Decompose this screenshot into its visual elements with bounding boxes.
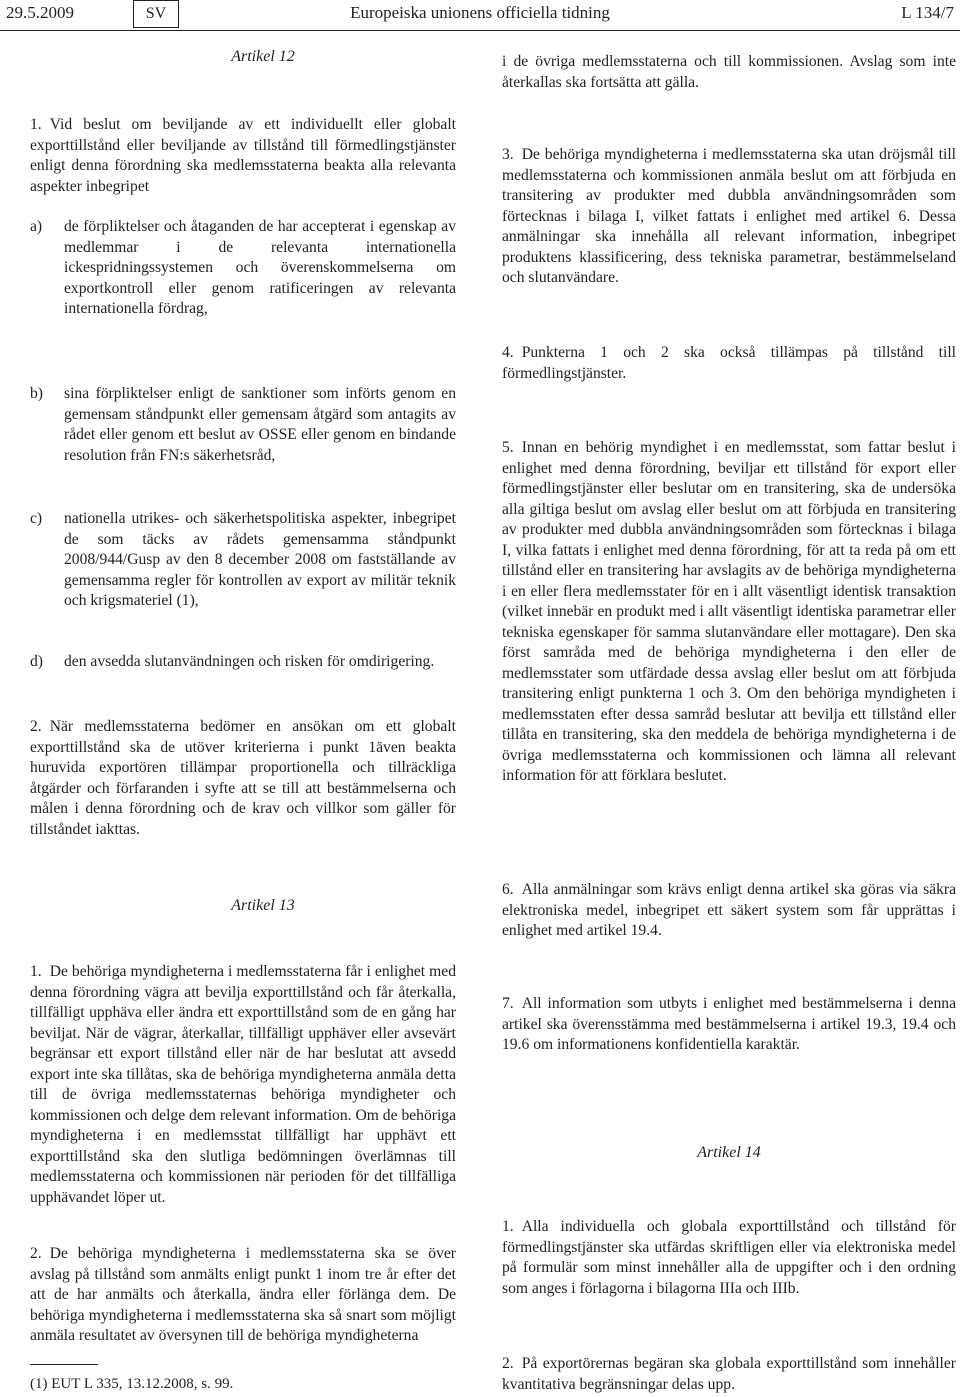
paragraph-number: 1. (30, 116, 42, 133)
paragraph-number: 7. (502, 995, 514, 1012)
art13-paragraph-6 (502, 880, 956, 942)
paragraph-number: 1. (502, 1218, 514, 1235)
list-item-label: c) (30, 510, 43, 527)
paragraph-text: De behöriga myndigheterna i medlemsstaterna får i enlighet med denna förordning vägra att bevilja exporttillstånd och får återkalla, tillfälligt upphäva eller ändra ett exporttillstånd som de en gång har beviljat. När de vägrar, återkallar, tillfälligt upphäver eller avsevärt begränsar ett export tillstånd eller när de har beslutat att avsedd export inte ska tillåtas, ska de behöriga myndigheterna anmäla detta till de övriga medlemsstaternas behöriga myndigheter och kommissionen och delge dem relevant information. Om de behöriga myndigheterna i en medlemsstat tillfälligt har upphävt ett exporttillstånd ska den slutliga bedömningen överlämnas till medlemsstaterna och kommissionen när perioden för det tillfälliga upphävandet löper ut. (30, 963, 456, 1206)
paragraph-number: 5. (502, 439, 514, 456)
paragraph-number: 4. (502, 344, 514, 361)
list-item-text: de förpliktelser och åtaganden de har accepterat i egenskap av medlemmar i de relevanta internationella ickespridningssystemen och överenskommelserna om exportkontroll eller genom ratificeringen av relevanta internationella fördrag, (64, 218, 456, 317)
list-item-label: d) (30, 653, 43, 670)
header-rule (0, 30, 960, 31)
article-12-heading: Artikel 12 (231, 48, 295, 65)
art12-paragraph-2 (30, 717, 456, 840)
art13-paragraph-2 (30, 1244, 456, 1347)
paragraph-number: 2. (30, 718, 42, 735)
art13-paragraph-4 (502, 343, 956, 384)
art12-paragraph-1 (30, 115, 456, 197)
paragraph-text: Alla individuella och globala exporttillstånd och tillstånd för förmedlingstjänster ska utfärdas skriftligen eller via elektroniska medel på formulär som minst innehåller alla de uppgifter och i den ordning som anges i förlagorna i bilagorna IIIa och IIIb. (502, 1218, 956, 1297)
paragraph-text: Innan en behörig myndighet i en medlemsstat, som fattar beslut i enlighet med denna förordning, beviljar ett tillstånd för export eller förmedlingstjänster eller beslutar om en transitering, ska de undersöka alla giltiga beslut om avslag eller beslut om att förbjuda en transitering av produkter med dubbla användningsområden som förtecknas i bilaga I, vilka fattats i enlighet med denna förordning, för att ta reda på om ett tillstånd eller en transitering har avslagits av de behöriga myndigheterna i en eller flera medlemsstater för en i allt väsentligt identisk transaktion (vilket innebär en produkt med i allt väsentligt identiska parametrar eller tekniska egenskaper för samma slutanvändare eller mottagare). Den ska först samråda med de behöriga myndigheterna i den eller de medlemsstater som utfärdade dessa avslag eller beslut om att förbjuda transitering enligt punkterna 1 och 3. Om den behöriga myndigheten i medlemsstaten efter dessa samråd beslutar att bevilja ett tillstånd eller tillåta en transitering, ska den meddela de behöriga myndigheterna i de övriga medlemsstaterna och kommissionen och lämna all relevant information för att förklara beslutet. (502, 439, 956, 784)
paragraph-text: De behöriga myndigheterna i medlemsstaterna ska se över avslag på tillstånd som anmälts enligt punkt 1 inom tre år efter det att de har anmälts och återkalla, ändra eller förlänga dem. De behöriga myndigheterna i medlemsstaterna ska så snart som möjligt anmäla resultatet av översynen till de behöriga myndigheterna (30, 1245, 456, 1344)
footnote-rule (30, 1364, 98, 1365)
paragraph-number: 2. (30, 1245, 42, 1262)
footnote: (1) EUT L 335, 13.12.2008, s. 99. (30, 1376, 234, 1392)
paragraph-text: Alla anmälningar som krävs enligt denna artikel ska göras via säkra elektroniska medel, inbegripet ett säkert system som får upprättas i enlighet med artikel 19.4. (502, 881, 956, 939)
page-header (0, 0, 960, 32)
art14-paragraph-2 (502, 1354, 956, 1395)
paragraph-text: På exportörernas begäran ska globala exporttillstånd som innehåller kvantitativa begränsningar delas upp. (502, 1355, 956, 1393)
journal-title: Europeiska unionens officiella tidning (350, 3, 610, 22)
paragraph-text: All information som utbyts i enlighet med bestämmelserna i denna artikel ska överensstämma med bestämmelserna i artikel 19.3, 19.4 och 19.6 om informationens konfidentiella karaktär. (502, 995, 956, 1053)
publication-date: 29.5.2009 (6, 3, 74, 22)
list-item-label: a) (30, 218, 43, 235)
paragraph-number: 3. (502, 146, 514, 163)
paragraph-text: De behöriga myndigheterna i medlemsstaterna ska utan dröjsmål till medlemsstaterna och kommissionen anmäla beslut om att förbjuda en transitering av produkter med dubbla användningsområden som förtecknas i bilaga I, vilket fattats i enlighet med artikel 6. Dessa anmälningar ska innehålla all relevant information, inbegripet produktens klassificering, dess tekniska parametrar, bestämmelseland och slutanvändare. (502, 146, 956, 286)
paragraph-text: Vid beslut om beviljande av ett individuellt eller globalt exporttillstånd eller beviljande av tillstånd till förmedlingstjänster enligt denna förordning ska medlemsstaterna beakta alla relevanta aspekter inbegripet (30, 116, 456, 195)
page-reference: L 134/7 (901, 3, 954, 22)
paragraph-number: 1. (30, 963, 42, 980)
art13-paragraph-7 (502, 994, 956, 1056)
language-badge: SV (133, 0, 179, 28)
paragraph-text: Punkterna 1 och 2 ska också tillämpas på tillstånd till förmedlingstjänster. (502, 344, 956, 382)
art13-continuation: i de övriga medlemsstaterna och till kommissionen. Avslag som inte återkallas ska fortsätta att gälla. (502, 53, 956, 91)
article-13-heading: Artikel 13 (231, 897, 295, 914)
list-item-text: sina förpliktelser enligt de sanktioner som införts genom en gemensam ståndpunkt eller gemensam åtgärd som antagits av rådet eller genom ett beslut av OSSE eller genom en bindande resolution från FN:s säkerhetsråd, (64, 385, 456, 464)
list-item-text: nationella utrikes- och säkerhetspolitiska aspekter, inbegripet de som täcks av rådets gemensamma ståndpunkt 2008/944/Gusp av den 8 december 2008 om fastställande av gemensamma regler för kontrollen av export av militär teknik och krigsmateriel (1), (64, 510, 456, 609)
list-item-text: den avsedda slutanvändningen och risken för omdirigering. (64, 653, 435, 670)
art14-paragraph-1 (502, 1217, 956, 1299)
article-14-heading: Artikel 14 (697, 1144, 761, 1161)
art13-paragraph-1 (30, 962, 456, 1208)
list-item-label: b) (30, 385, 43, 402)
paragraph-text: När medlemsstaterna bedömer en ansökan om ett globalt exporttillstånd ska de utöver kriterierna i punkt 1även beakta huruvida exportören tillämpar proportionella och tillräckliga åtgärder och förfaranden i syfte att se till att bestämmelserna och målen i denna förordning och de krav och villkor som gäller för tillståndet iakttas. (30, 718, 456, 838)
art13-paragraph-3 (502, 145, 956, 289)
paragraph-number: 6. (502, 881, 514, 898)
paragraph-number: 2. (502, 1355, 514, 1372)
art13-paragraph-5 (502, 438, 956, 787)
